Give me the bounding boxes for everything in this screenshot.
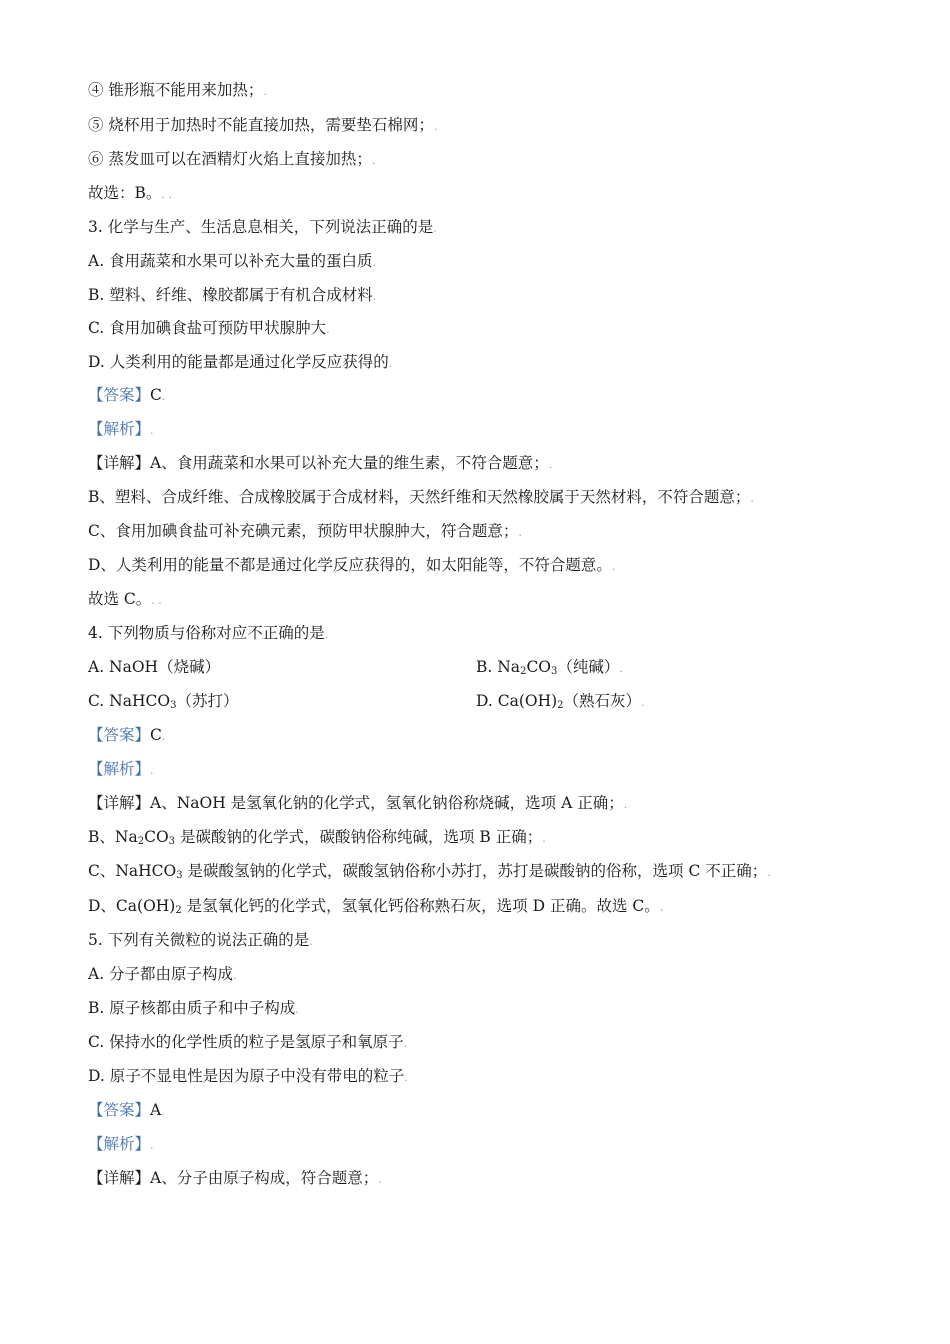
detail-tag: 【详解】 [88,1169,151,1187]
q5-option-b: B. 原子核都由质子和中子构成. [88,999,299,1017]
q4-option-b: B. $Na_2CO_3$（纯碱）. [476,658,623,677]
q4-analysis [88,759,154,781]
answer-value: C [150,386,162,404]
prev-line-4: ④ 锥形瓶不能用来加热；. [88,81,267,99]
q3-detail-c: C、食用加碘食盐可补充碘元素，预防甲状腺肿大，符合题意；. [88,522,522,540]
q5-analysis [88,1134,154,1156]
q4-stem: 4. 下列物质与俗称对应不正确的是. [88,624,329,642]
paragraph-mark: . . [161,188,172,201]
paragraph-mark: . [641,696,645,709]
paragraph-mark: . [263,85,267,98]
analysis-tag: 【解析】 [88,420,151,438]
analysis-tag: 【解析】 [88,760,151,778]
q5-stem: 5. 下列有关微粒的说法正确的是. [88,931,313,949]
q5-detail-a: 【详解】A、分子由原子构成，符合题意；. [88,1169,382,1187]
q3-stem: 3. 化学与生产、生活息息相关，下列说法正确的是. [88,218,437,236]
paragraph-mark: . [324,628,329,641]
q4-option-c: C. NaHCO$_3$（苏打） [88,692,239,711]
paragraph-mark: . [433,222,437,235]
answer-tag: 【答案】 [88,1101,151,1119]
paragraph-mark: . [150,764,154,777]
q3-option-d: D. 人类利用的能量都是通过化学反应获得的. [88,353,393,371]
q5-option-d: D. 原子不显电性是因为原子中没有带电的粒子. [88,1067,408,1085]
paragraph-mark: . [326,323,330,336]
paragraph-mark: . [150,1139,154,1152]
q3-option-b: B. 塑料、纤维、橡胶都属于有机合成材料. [88,286,377,304]
q4-option-a: A. NaOH（烧碱） [88,658,221,676]
paragraph-mark: . [767,866,771,879]
detail-tag: 【详解】 [88,794,151,812]
prev-line-5: ⑤ 烧杯用于加热时不能直接加热，需要垫石棉网；. [88,116,438,134]
paragraph-mark: . [404,1071,408,1084]
paragraph-mark: . [433,120,438,133]
q3-answer [88,385,165,407]
paragraph-mark: . [518,526,522,539]
paragraph-mark: . [161,1105,165,1118]
paragraph-mark: . [659,901,664,914]
paragraph-mark: . [623,798,628,811]
paragraph-mark: . [388,357,393,370]
paragraph-mark: . [372,256,377,269]
q4-detail-c: C、NaHCO$_3$ 是碳酸氢钠的化学式，碳酸氢钠俗称小苏打，苏打是碳酸钠的俗称，选项 C 不正确；. [88,862,771,881]
q3-detail-b: B、塑料、合成纤维、合成橡胶属于合成材料，天然纤维和天然橡胶属于天然材料，不符合题意；. [88,488,754,506]
paragraph-mark: . [161,390,166,403]
analysis-tag: 【解析】 [88,1135,151,1153]
paragraph-mark: . [371,154,376,167]
q4-detail-a: 【详解】A、NaOH 是氢氧化钠的化学式，氢氧化钠俗称烧碱，选项 A 正确；. [88,794,628,812]
q4-detail-d: D、$Ca(OH)_2$ 是氢氧化钙的化学式，氢氧化钙俗称熟石灰，选项 D 正确。故选 C。. [88,897,664,916]
q4-answer [88,725,165,747]
paragraph-mark: . [233,969,237,982]
paragraph-mark: . [309,935,313,948]
q3-detail-a: 【详解】A、食用蔬菜和水果可以补充大量的维生素，不符合题意；. [88,454,553,472]
q5-option-a: A. 分子都由原子构成. [88,965,237,983]
paragraph-mark: . . [151,594,162,607]
prev-conclusion: 故选：B。. . [88,184,172,202]
paragraph-mark: . [403,1037,408,1050]
paragraph-mark: . [750,492,754,505]
answer-tag: 【答案】 [88,726,151,744]
q3-option-a: A. 食用蔬菜和水果可以补充大量的蛋白质. [88,252,377,270]
q4-detail-b: B、$Na_2CO_3$ 是碳酸钠的化学式，碳酸钠俗称纯碱，选项 B 正确；. [88,828,546,847]
paragraph-mark: . [619,662,623,675]
prev-line-6: ⑥ 蒸发皿可以在酒精灯火焰上直接加热；. [88,150,376,168]
q3-option-c: C. 食用加碘食盐可预防甲状腺肿大. [88,319,330,337]
paragraph-mark: . [548,458,553,471]
answer-value: A [150,1101,162,1119]
q3-detail-d: D、人类利用的能量不都是通过化学反应获得的，如太阳能等，不符合题意。. [88,556,616,574]
paragraph-mark: . [150,424,154,437]
q4-option-d: D. $Ca(OH)_2$（熟石灰）. [476,692,645,711]
paragraph-mark: . [295,1003,299,1016]
q3-analysis [88,419,154,441]
answer-value: C [150,726,162,744]
q5-option-c: C. 保持水的化学性质的粒子是氢原子和氧原子. [88,1033,408,1051]
q3-conclusion: 故选 C。. . [88,590,162,608]
paragraph-mark: . [378,1173,382,1186]
answer-tag: 【答案】 [88,386,151,404]
paragraph-mark: . [542,832,546,845]
detail-tag: 【详解】 [88,454,151,472]
paragraph-mark: . [611,560,616,573]
paragraph-mark: . [372,290,377,303]
paragraph-mark: . [161,730,166,743]
q5-answer [88,1100,165,1122]
